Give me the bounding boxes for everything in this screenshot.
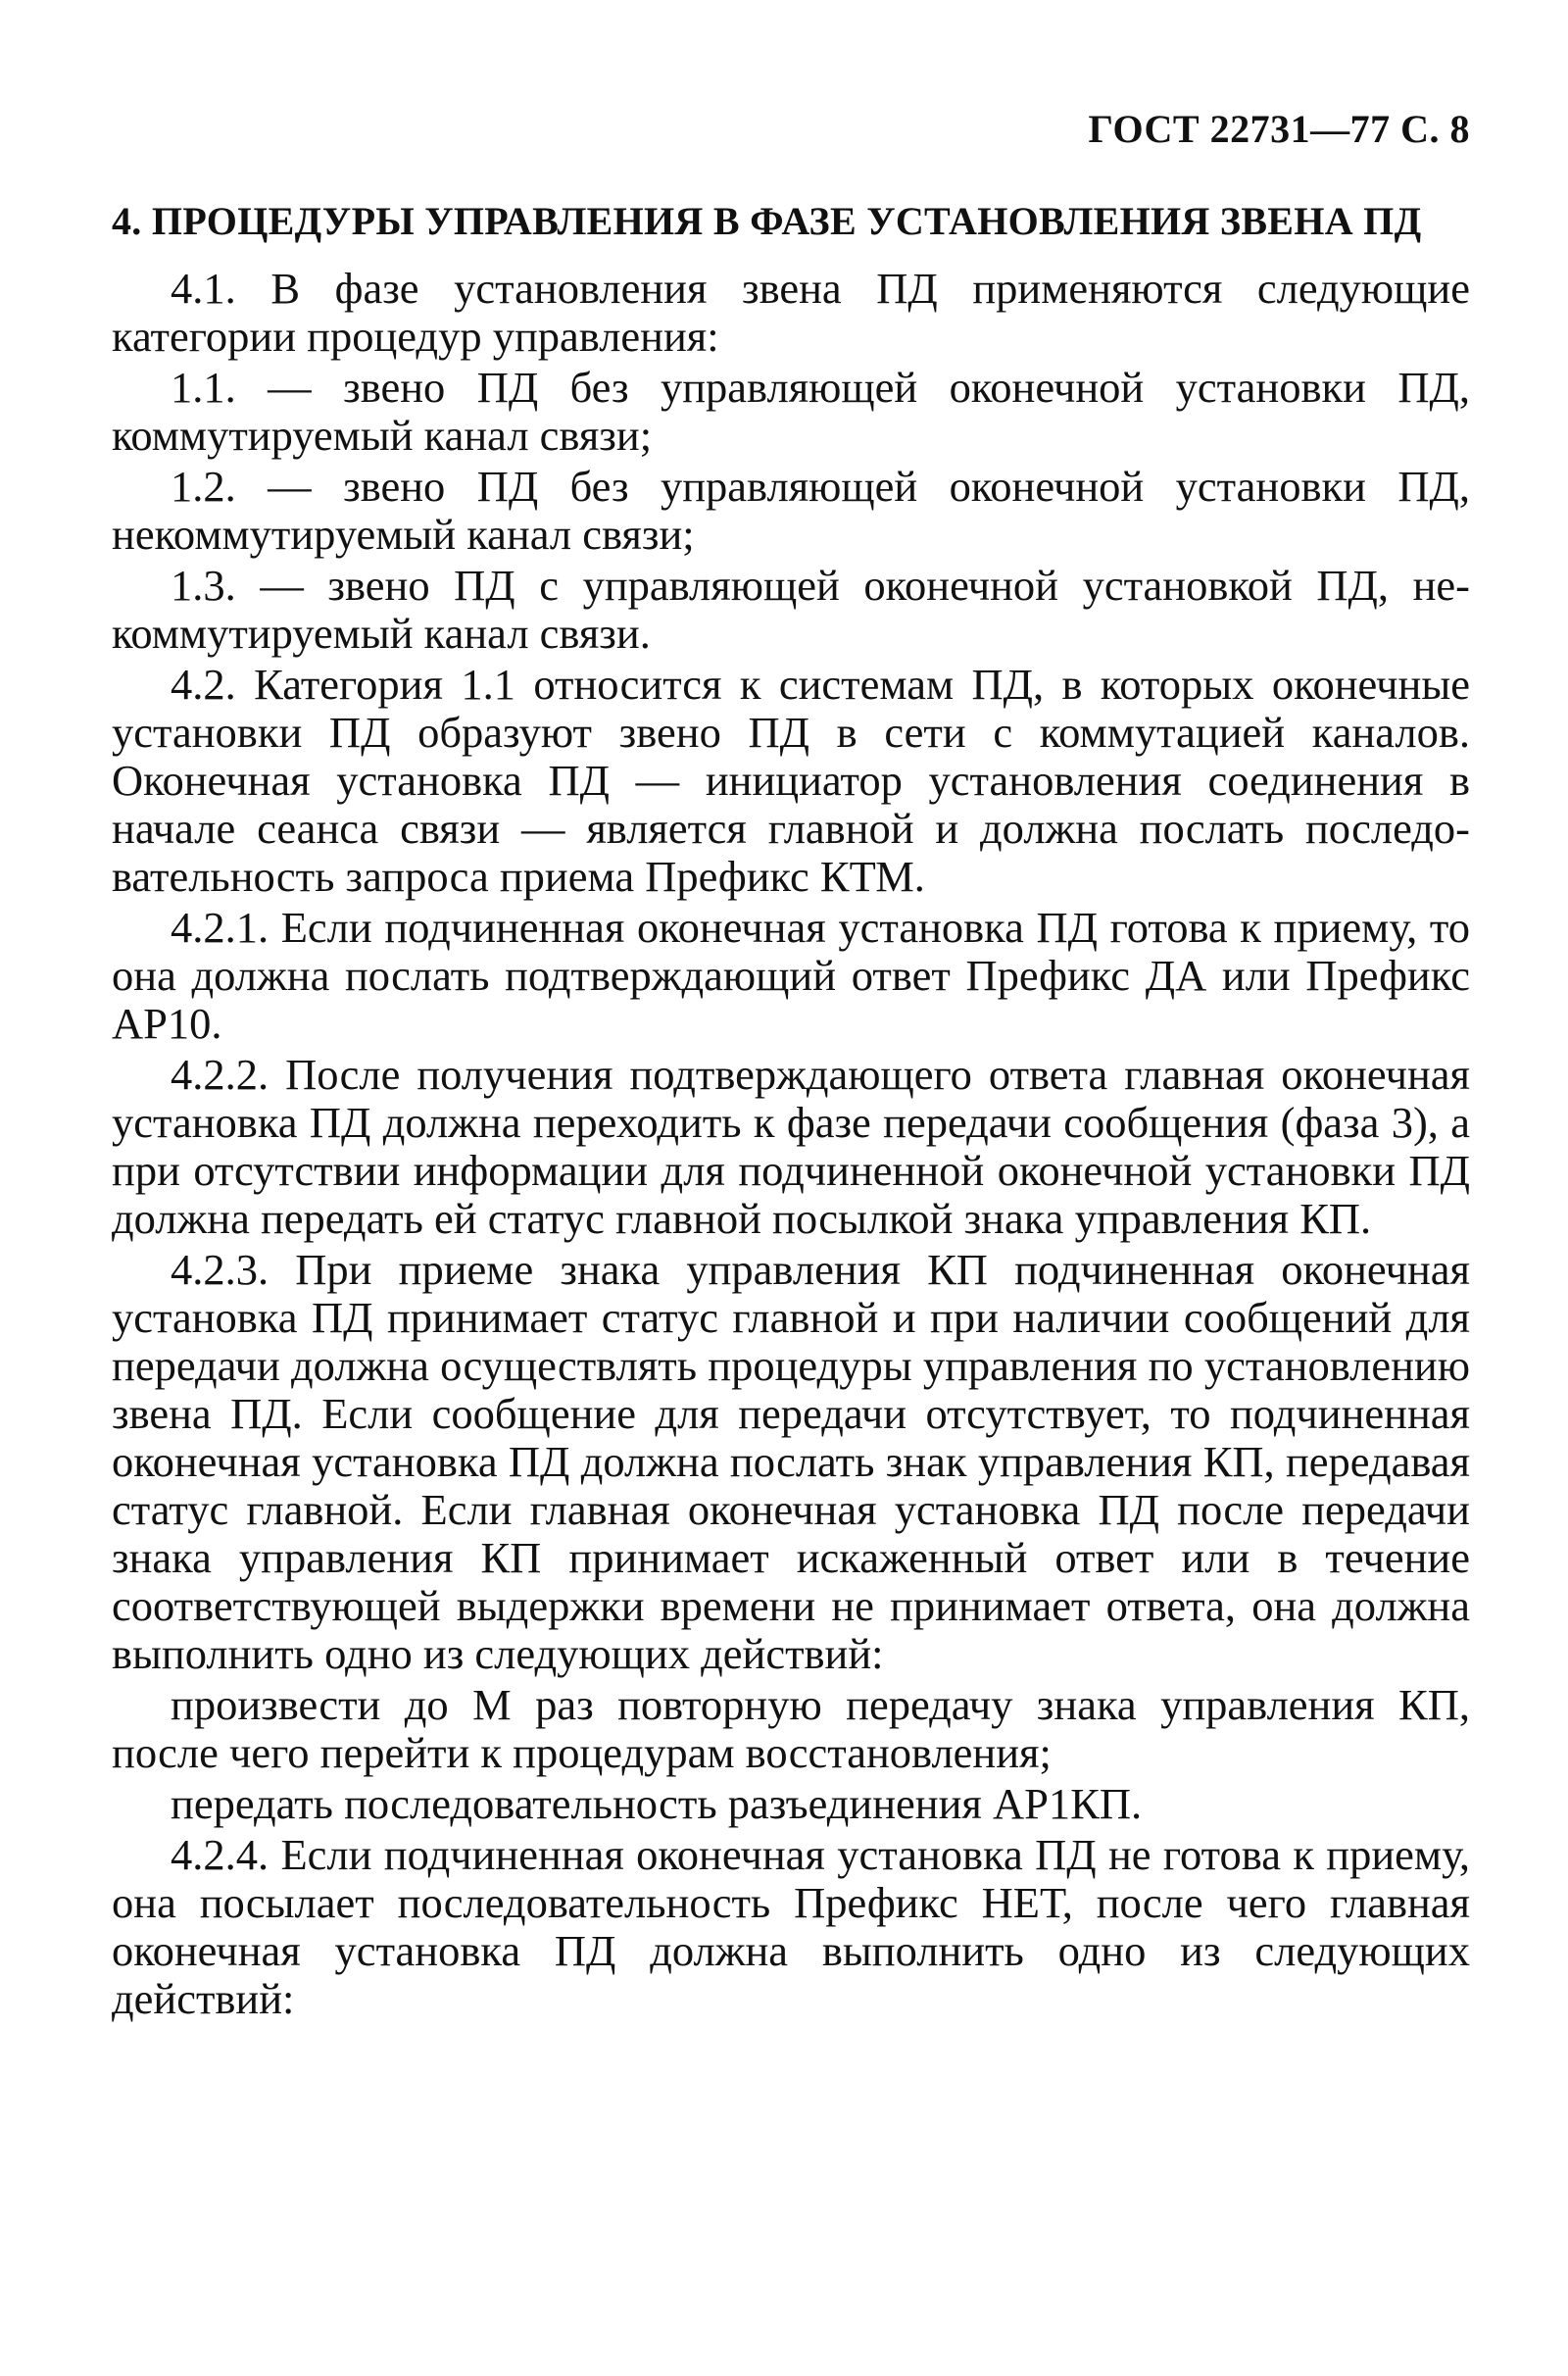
paragraph: передать последовательность разъединения АР1КП. xyxy=(171,1779,1143,1828)
paragraph: 1.1. — звено ПД без управляющей оконечной установки ПД, коммутируемый канал связи; xyxy=(112,363,1470,460)
paragraph: 1.3. — звено ПД с управляющей оконечной установкой ПД, некоммутируемый канал связи. xyxy=(112,561,1470,658)
paragraph: 4.2. Категория 1.1 относится к системам ПД, в которых оконечные установки ПД образуют звено ПД в сети с коммутацией каналов. Оконечная установка ПД — инициатор установления соединения в начале сеанса связи — является главной и должна послать последовательность запроса приема Префикс КТМ. xyxy=(112,660,1470,901)
section-title: 4. ПРОЦЕДУРЫ УПРАВЛЕНИЯ В ФАЗЕ УСТАНОВЛЕНИЯ ЗВЕНА ПД xyxy=(112,199,1422,243)
page-header: ГОСТ 22731—77 С. 8 xyxy=(1088,107,1470,151)
paragraph: произвести до М раз повторную передачу знака управления КП, после чего перейти к процедурам восстановления; xyxy=(112,1680,1470,1777)
paragraph: 4.2.1. Если подчиненная оконечная установка ПД готова к приему, то она должна послать подтверждающий ответ Префикс ДА или Префикс АР10. xyxy=(112,903,1470,1048)
paragraph: 4.2.3. При приеме знака управления КП подчиненная оконечная установка ПД принимает статус главной и при наличии сообщений для передачи должна осуществлять процедуры управления по установлению звена ПД. Если сообщение для передачи отсутствует, то подчиненная оконечная установка ПД должна послать знак управления КП, передавая статус главной. Если главная оконечная установка ПД после передачи знака управления КП принимает искаженный ответ или в течение соответствующей выдержки времени не принимает ответа, она должна выполнить одно из следующих действий: xyxy=(112,1245,1470,1678)
paragraph: 4.2.2. После получения подтверждающего ответа главная оконечная установка ПД должна переходить к фазе передачи сообщения (фаза 3), а при отсутствии информации для подчиненной оконечной установки ПД должна передать ей статус главной посылкой знака управления КП. xyxy=(112,1050,1470,1243)
body-text xyxy=(112,265,1470,2026)
paragraph: 4.2.4. Если подчиненная оконечная установка ПД не готова к приему, она посылает последовательность Префикс НЕТ, после чего главная оконечная установка ПД должна выполнить одно из следующих действий: xyxy=(112,1830,1470,2023)
paragraph: 4.1. В фазе установления звена ПД применяются следующие категории процедур управления: xyxy=(112,264,1470,361)
paragraph: 1.2. — звено ПД без управляющей оконечной установки ПД, некоммутируемый канал связи; xyxy=(112,462,1470,559)
